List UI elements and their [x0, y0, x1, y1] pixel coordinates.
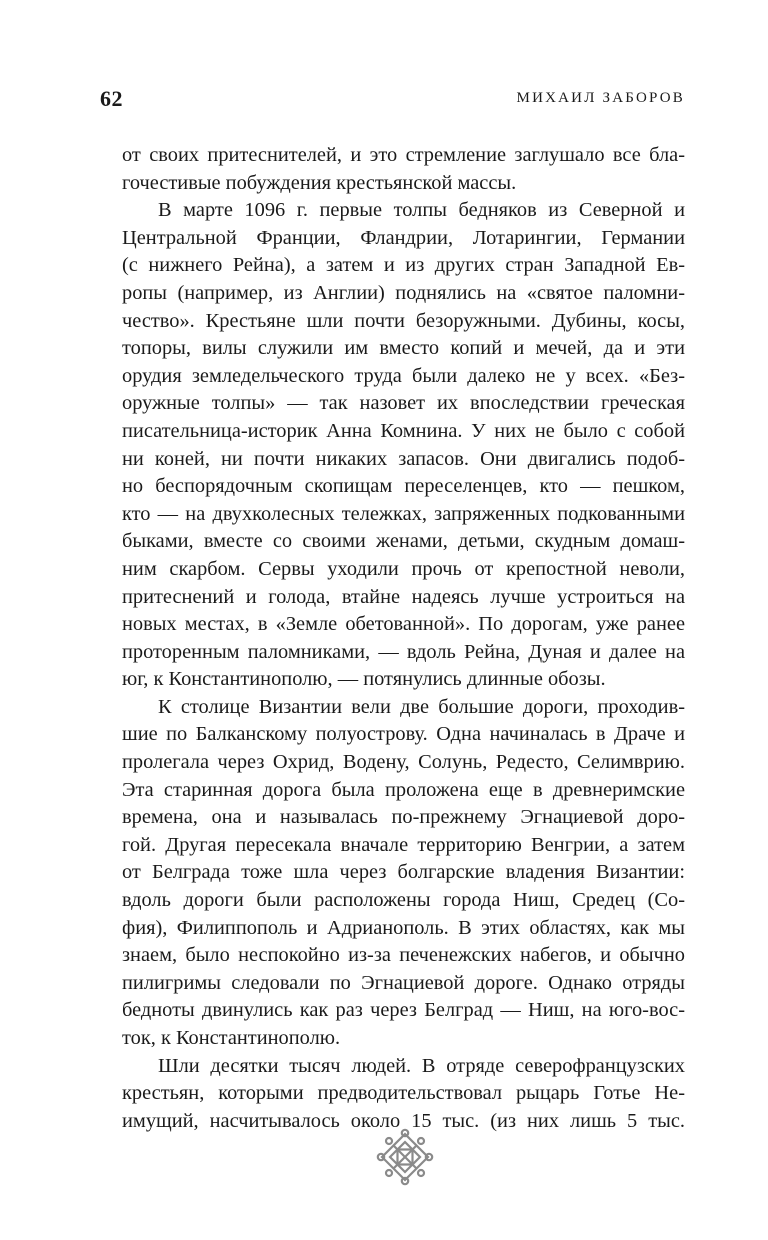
text-line: гой. Другая пересекала вначале территорию Венгрии, а затем: [122, 833, 685, 856]
text-line: (с нижнего Рейна), а затем и из других стран Западной Ев-: [122, 254, 685, 277]
text-line: вдоль дороги были расположены города Ниш, Средец (Со-: [122, 889, 685, 912]
text-line: В марте 1096 г. первые толпы бедняков из Северной и: [158, 199, 685, 222]
text-line: притеснений и голода, втайне надеясь лучше устроиться на: [122, 585, 685, 608]
text-line: крестьян, которыми предводительствовал рыцарь Готье Не-: [122, 1082, 685, 1105]
text-line: бедноты двинулись как раз через Белград — Ниш, на юго-вос-: [122, 999, 685, 1022]
text-line: топоры, вилы служили им вместо копий и мечей, да и эти: [122, 337, 685, 360]
text-line: знаем, было неспокойно из-за печенежских набегов, и обычно: [122, 944, 685, 967]
text-line: ропы (например, из Англии) поднялись на «святое паломни-: [122, 281, 685, 304]
text-line: гочестивые побуждения крестьянской массы.: [122, 171, 517, 194]
text-line: ток, к Константинополю.: [122, 1027, 341, 1049]
text-line: К столице Византии вели две большие дороги, проходив-: [158, 695, 685, 718]
text-line: ним скарбом. Сервы уходили прочь от крепостной неволи,: [122, 557, 685, 580]
text-line: от своих притеснителей, и это стремление заглушало все бла-: [122, 144, 685, 166]
text-line: пилигримы следовали по Эгнациевой дороге. Однако отряды: [122, 971, 685, 994]
page-number: 62: [100, 86, 123, 111]
text-line: орудия земледельческого труда были далеко не у всех. «Без-: [122, 364, 685, 387]
text-line: имущий, насчитывалось около 15 тыс. (из них лишь 5 тыс.: [122, 1109, 685, 1132]
text-line: новых местах, в «Земле обетованной». По дорогам, уже ранее: [122, 613, 685, 636]
text-line: но беспорядочным скопищам переселенцев, кто — пешком,: [122, 475, 685, 498]
text-line: юг, к Константинополю, — потянулись длинные обозы.: [122, 668, 606, 691]
text-line: чество». Крестьяне шли почти безоружными. Дубины, косы,: [122, 309, 685, 332]
text-line: Эта старинная дорога была проложена еще в древнеримские: [122, 778, 685, 801]
text-line: Центральной Франции, Фландрии, Лотарингии, Германии: [122, 226, 685, 249]
text-line: ни коней, ни почти никаких запасов. Они двигались подоб-: [122, 447, 685, 470]
text-line: Шли десятки тысяч людей. В отряде северофранцузских: [158, 1054, 685, 1077]
running-head: МИХАИЛ ЗАБОРОВ: [516, 90, 685, 106]
text-line: кто — на двухколесных тележках, запряженных подкованными: [122, 502, 685, 525]
text-line: шие по Балканскому полуострову. Одна начиналась в Драче и: [122, 723, 685, 746]
text-line: фия), Филиппополь и Адрианополь. В этих областях, как мы: [122, 916, 685, 939]
body-text: [122, 142, 685, 1135]
text-line: быками, вместе со своими женами, детьми, скудным домаш-: [122, 530, 685, 553]
text-line: оружные толпы» — так назовет их впоследствии греческая: [122, 392, 685, 415]
text-line: проторенным паломниками, — вдоль Рейна, Дуная и далее на: [122, 640, 685, 663]
text-line: писательница-историк Анна Комнина. У них не было с собой: [122, 419, 685, 442]
text-line: пролегала через Охрид, Водену, Солунь, Редесто, Селимврию.: [122, 751, 685, 774]
text-line: от Белграда тоже шла через болгарские владения Византии:: [122, 861, 685, 884]
celtic-knot-ornament-icon: [376, 1128, 434, 1186]
text-line: времена, она и называлась по-прежнему Эгнациевой доро-: [122, 806, 685, 829]
